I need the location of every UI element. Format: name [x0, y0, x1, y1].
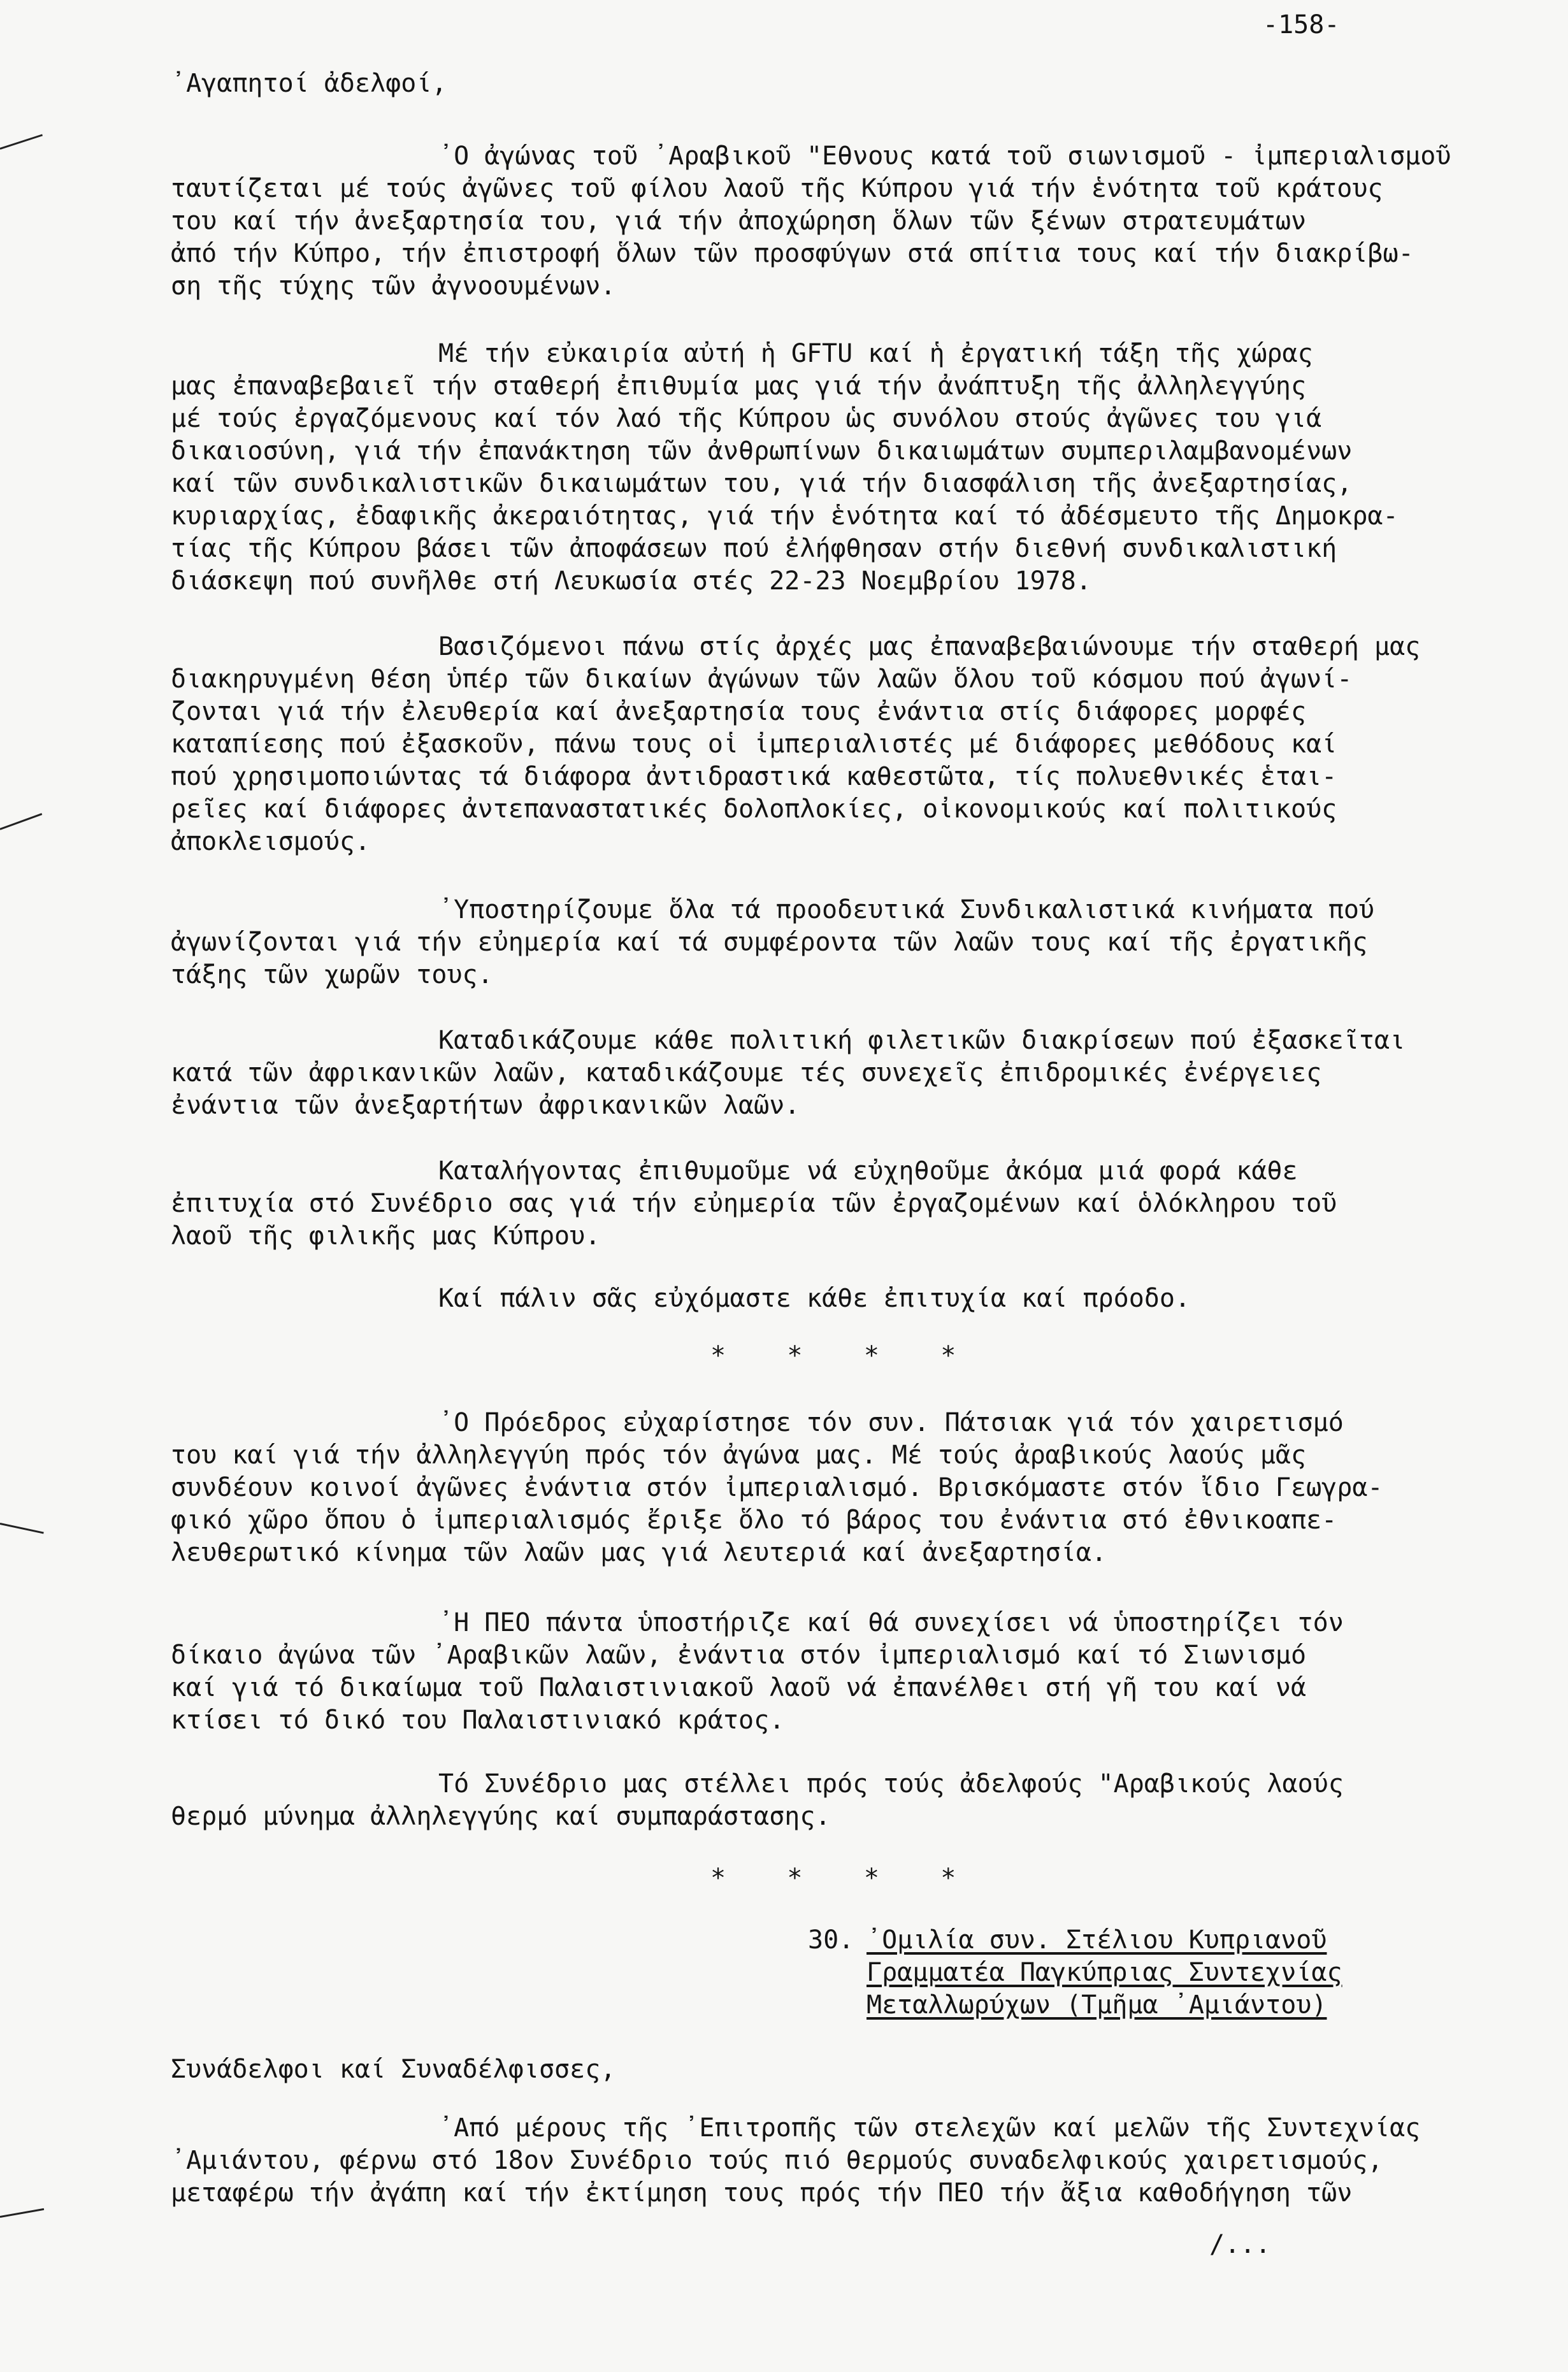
text-line: Καταλήγοντας ἐπιθυμοῦμε νά εὐχηθοῦμε ἀκόμα μιά φορά κάθε — [438, 1156, 1298, 1186]
paragraph — [171, 2112, 1458, 2210]
text-line: κατά τῶν ἀφρικανικῶν λαῶν, καταδικάζουμε τές συνεχεῖς ἐπιδρομικές ἐνέργειες — [171, 1058, 1322, 1088]
text-line: κυριαρχίας, ἐδαφικῆς ἀκεραιότητας, γιά τήν ἑνότητα καί τό ἀδέσμευτο τῆς Δημοκρα- — [171, 501, 1399, 531]
text-line: φικό χῶρο ὅπου ὁ ἰμπεριαλισμός ἔριξε ὅλο τό βάρος του ἐνάντια στό ἐθνικοαπε- — [171, 1506, 1337, 1535]
text-line: Τό Συνέδριο μας στέλλει πρός τούς ἀδελφούς "Αραβικούς λαούς — [438, 1769, 1344, 1799]
continuation-mark: /... — [1209, 2230, 1271, 2259]
text-line: μας ἐπαναβεβαιεῖ τήν σταθερή ἐπιθυμία μας γιά τήν ἀνάπτυξη τῆς ἀλληλεγγύης — [171, 371, 1307, 401]
text-line: του καί τήν ἀνεξαρτησία του, γιά τήν ἀποχώρηση ὅλων τῶν ξένων στρατευμάτων — [171, 206, 1307, 236]
paragraph — [171, 1768, 1458, 1833]
text-line: καί τῶν συνδικαλιστικῶν δικαιωμάτων του, γιά τήν διασφάλιση τῆς ἀνεξαρτησίας, — [171, 469, 1353, 498]
text-line: πού χρησιμοποιώντας τά διάφορα ἀντιδραστικά καθεστῶτα, τίς πολυεθνικές ἑται- — [171, 762, 1337, 791]
text-line: ᾽Αμιάντου, φέρνω στό 18ον Συνέδριο τούς πιό θερμούς συναδελφικούς χαιρετισμούς, — [171, 2146, 1383, 2175]
paragraph — [171, 1607, 1458, 1737]
text-line: κτίσει τό δικό του Παλαιστινιακό κράτος. — [171, 1706, 785, 1735]
text-line: δικαιοσύνη, γιά τήν ἐπανάκτηση τῶν ἀνθρωπίνων δικαιωμάτων συμπεριλαμβανομένων — [171, 436, 1353, 466]
paragraph — [171, 1155, 1458, 1253]
text-line: μέ τούς ἐργαζόμενους καί τόν λαό τῆς Κύπρου ὡς συνόλου στούς ἀγῶνες του γιά — [171, 404, 1322, 433]
text-line: θερμό μύνημα ἀλληλεγγύης καί συμπαράστασης. — [171, 1802, 831, 1831]
text-line: Μέ τήν εὐκαιρία αὐτή ἡ GFTU καί ἡ ἐργατική τάξη τῆς χώρας — [438, 339, 1313, 368]
paragraph — [171, 338, 1458, 598]
margin-mark — [0, 134, 43, 149]
text-line: καταπίεσης πού ἐξασκοῦν, πάνω τους οἱ ἰμπεριαλιστές μέ διάφορες μεθόδους καί — [171, 730, 1337, 759]
section-separator: * * * * — [710, 1341, 956, 1370]
margin-mark — [0, 813, 42, 830]
paragraph — [171, 1407, 1458, 1569]
text-line: λευθερωτικό κίνημα τῶν λαῶν μας γιά λευτεριά καί ἀνεξαρτησία. — [171, 1538, 1107, 1567]
text-line: ση τῆς τύχης τῶν ἀγνοουμένων. — [171, 271, 616, 301]
paragraph — [171, 894, 1458, 991]
salutation-brothers: ᾽Αγαπητοί ἀδελφοί, — [171, 69, 447, 98]
heading-line: Μεταλλωρύχων (Τμῆμα ᾽Αμιάντου) — [867, 1990, 1327, 2020]
text-line: ᾽Υποστηρίζουμε ὅλα τά προοδευτικά Συνδικαλιστικά κινήματα πού — [438, 895, 1375, 924]
text-line: τάξης τῶν χωρῶν τους. — [171, 960, 493, 989]
paragraph — [171, 631, 1458, 858]
text-line: ζονται γιά τήν ἐλευθερία καί ἀνεξαρτησία τους ἐνάντια στίς διάφορες μορφές — [171, 697, 1307, 726]
paragraph — [171, 140, 1458, 303]
text-line: του καί γιά τήν ἀλληλεγγύη πρός τόν ἀγώνα μας. Μέ τούς ἀραβικούς λαούς μᾶς — [171, 1441, 1307, 1470]
heading-line: Γραμματέα Παγκύπριας Συντεχνίας — [867, 1958, 1342, 1987]
heading-number: 30. — [808, 1925, 854, 1955]
text-line: συνδέουν κοινοί ἀγῶνες ἐνάντια στόν ἰμπεριαλισμό. Βρισκόμαστε στόν ἴδιο Γεωγρα- — [171, 1473, 1383, 1502]
text-line: Βασιζόμενοι πάνω στίς ἀρχές μας ἐπαναβεβαιώνουμε τήν σταθερή μας — [438, 632, 1421, 661]
margin-mark — [0, 2208, 44, 2218]
text-line: ᾽Ο Πρόεδρος εὐχαρίστησε τόν συν. Πάτσιακ γιά τόν χαιρετισμό — [438, 1408, 1344, 1437]
text-line: ᾽Η ΠΕΟ πάντα ὑποστήριζε καί θά συνεχίσει νά ὑποστηρίζει τόν — [438, 1608, 1344, 1637]
text-line: Καταδικάζουμε κάθε πολιτική φιλετικῶν διακρίσεων πού ἐξασκεῖται — [438, 1026, 1406, 1055]
text-line: δίκαιο ἀγώνα τῶν ᾽Αραβικῶν λαῶν, ἐνάντια στόν ἰμπεριαλισμό καί τό Σιωνισμό — [171, 1641, 1307, 1670]
text-line: ᾽Ο ἀγώνας τοῦ ᾽Αραβικοῦ "Εθνους κατά τοῦ σιωνισμοῦ - ἰμπεριαλισμοῦ — [438, 141, 1451, 171]
text-line: ἀγωνίζονται γιά τήν εὐημερία καί τά συμφέροντα τῶν λαῶν τους καί τῆς ἐργατικῆς — [171, 928, 1368, 957]
heading-title — [867, 1924, 1342, 2022]
text-line: ρεῖες καί διάφορες ἀντεπαναστατικές δολοπλοκίες, οἰκονομικούς καί πολιτικούς — [171, 794, 1337, 824]
page-number: -158- — [1263, 10, 1340, 40]
heading-line: ᾽Ομιλία συν. Στέλιου Κυπριανοῦ — [867, 1925, 1327, 1955]
text-line: διάσκεψη πού συνῆλθε στή Λευκωσία στές 22-23 Νοεμβρίου 1978. — [171, 566, 1091, 596]
text-line: μεταφέρω τήν ἀγάπη καί τήν ἐκτίμηση τους πρός τήν ΠΕΟ τήν ἄξια καθοδήγηση τῶν — [171, 2178, 1353, 2208]
text-line: λαοῦ τῆς φιλικῆς μας Κύπρου. — [171, 1221, 601, 1251]
text-line: ταυτίζεται μέ τούς ἀγῶνες τοῦ φίλου λαοῦ τῆς Κύπρου γιά τήν ἑνότητα τοῦ κράτους — [171, 174, 1383, 203]
text-line: ἀποκλεισμούς. — [171, 827, 371, 856]
text-line: ᾽Από μέρους τῆς ᾽Επιτροπῆς τῶν στελεχῶν καί μελῶν τῆς Συντεχνίας — [438, 2113, 1421, 2143]
text-line: τίας τῆς Κύπρου βάσει τῶν ἀποφάσεων πού ἐλήφθησαν στήν διεθνή συνδικαλιστική — [171, 534, 1337, 563]
text-line: ἐπιτυχία στό Συνέδριο σας γιά τήν εὐημερία τῶν ἐργαζομένων καί ὁλόκληρου τοῦ — [171, 1189, 1337, 1218]
text-line: διακηρυγμένη θέση ὑπέρ τῶν δικαίων ἀγώνων τῶν λαῶν ὅλου τοῦ κόσμου πού ἀγωνί- — [171, 665, 1353, 694]
text-line: ἐνάντια τῶν ἀνεξαρτήτων ἀφρικανικῶν λαῶν. — [171, 1091, 800, 1120]
text-line: καί γιά τό δικαίωμα τοῦ Παλαιστινιακοῦ λαοῦ νά ἐπανέλθει στή γῆ του καί νά — [171, 1673, 1307, 1702]
section-separator: * * * * — [710, 1864, 956, 1893]
salutation-colleagues: Συνάδελφοι καί Συναδέλφισσες, — [171, 2055, 616, 2084]
text-line: Καί πάλιν σᾶς εὐχόμαστε κάθε ἐπιτυχία καί πρόοδο. — [438, 1284, 1191, 1313]
paragraph — [171, 1024, 1458, 1122]
paragraph — [171, 1283, 1458, 1315]
text-line: ἀπό τήν Κύπρο, τήν ἐπιστροφή ὅλων τῶν προσφύγων στά σπίτια τους καί τήν διακρίβω- — [171, 239, 1414, 268]
margin-mark — [0, 1523, 44, 1534]
